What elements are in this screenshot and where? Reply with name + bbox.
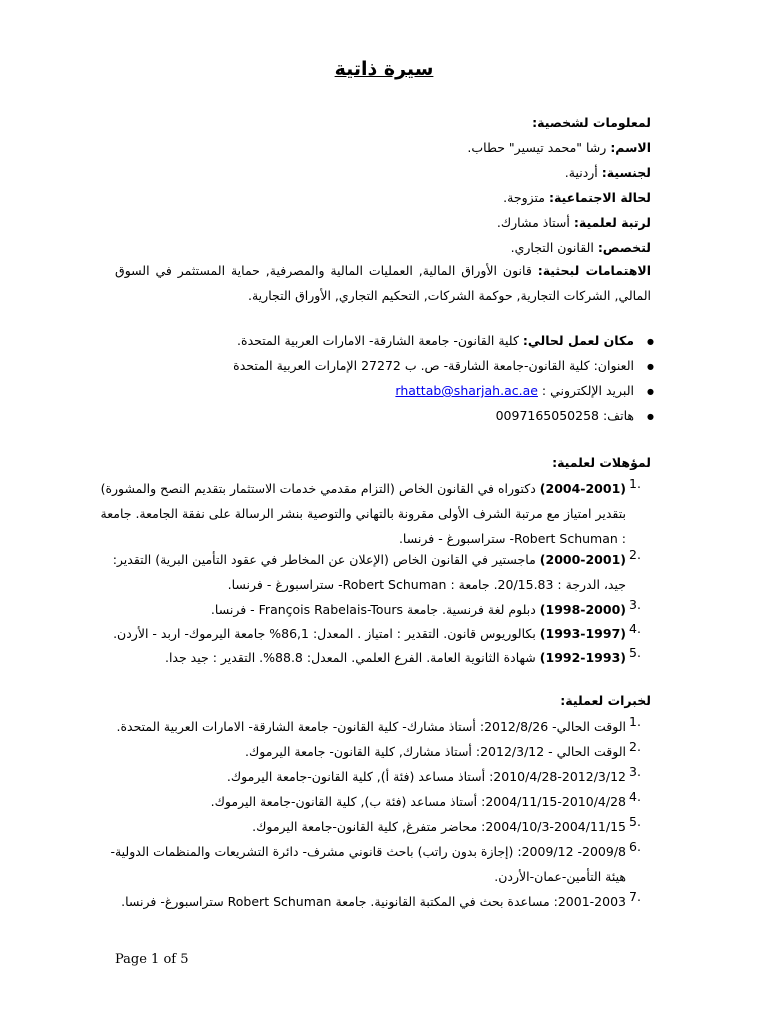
email-row [115, 383, 634, 398]
item-text: 2001-2003: مساعدة بحث في المكتبة القانونية. جامعة Robert Schuman ستراسبورغ- فرنسا. [121, 894, 626, 909]
experience-item [100, 739, 651, 764]
name-label: الاسم: [610, 140, 651, 155]
qualification-item [100, 597, 651, 622]
item-number: 3. [629, 764, 641, 779]
item-number: 3. [629, 597, 641, 612]
email-link[interactable]: rhattab@sharjah.ac.ae [395, 383, 538, 398]
experience-item [100, 789, 651, 814]
qualification-item [100, 547, 651, 597]
workplace-value: كلية القانون- جامعة الشارقة- الامارات العربية المتحدة. [237, 333, 519, 348]
workplace-row [115, 333, 634, 348]
item-years: (1998-2000) [539, 602, 626, 617]
experience-item [100, 714, 651, 739]
phone-value: 0097165050258 [495, 408, 599, 423]
item-years: (2004-2001) [539, 481, 626, 496]
workplace-label: مكان لعمل لحالي: [522, 333, 634, 348]
marital-row [115, 190, 651, 205]
item-years: (1992-1993) [539, 650, 626, 665]
experience-heading: لخبرات لعملية: [560, 693, 651, 708]
item-text: الوقت الحالي- 2012/8/26: أستاذ مشارك- كلية القانون- جامعة الشارقة- الامارات العربية المتحدة. [116, 719, 626, 734]
item-text: 2004/11/15-2010/4/28: أستاذ مساعد (فئة ب), كلية القانون-جامعة اليرموك. [210, 794, 626, 809]
item-number: 2. [629, 547, 641, 562]
rank-value: أستاذ مشارك. [496, 215, 570, 230]
qualification-item [100, 621, 651, 646]
rank-row [115, 215, 651, 230]
item-number: 1. [629, 714, 641, 729]
item-number: 7. [629, 889, 641, 904]
page-title: سيرة ذاتية [334, 58, 434, 80]
item-text: شهادة الثانوية العامة. الفرع العلمي. المعدل: 88.8%. التقدير : جيد جدا. [164, 650, 536, 665]
qualifications-heading: لمؤهلات لعلمية: [552, 455, 651, 470]
item-number: 6. [629, 839, 641, 854]
name-row [115, 140, 651, 155]
interests-value: قانون الأوراق المالية, العمليات المالية والمصرفية, حماية المستثمر في السوق المالي, الشركات التجارية, حوكمة الشركات, التحكيم التجاري, الأوراق التجارية. [115, 263, 651, 303]
name-value: رشا "محمد تيسير" حطاب. [467, 140, 607, 155]
nationality-value: أردنية. [564, 165, 598, 180]
experience-item [100, 764, 651, 789]
item-text: 2009/8- 2009/12: (إجازة بدون راتب) باحث قانوني مشرف- دائرة التشريعات والمنظمات الدولية- هيئة التأمين-عمان-الأردن. [110, 844, 626, 884]
experience-item [100, 839, 651, 889]
item-years: (2000-2001) [539, 552, 626, 567]
item-text: بكالوريوس قانون. التقدير : امتياز . المعدل: 86,1% جامعة اليرموك- اربد - الأردن. [113, 626, 536, 641]
marital-label: لحالة الاجتماعية: [548, 190, 651, 205]
address-row: ● العنوان: كلية القانون-جامعة الشارقة- ص. ب 27272 الإمارات العربية المتحدة [115, 358, 634, 373]
item-number: 2. [629, 739, 641, 754]
item-text: دكتوراه في القانون الخاص (التزام مقدمي خدمات الاستثمار بتقديم النصح والمشورة) بتقدير امتياز مع مرتبة الشرف الأولى مقرونة بالتهاني والتوصية بنشر الرسالة على نفقة الجامعة. جامعة : Robert Schuman- ستراسبورغ - فرنسا. [100, 481, 626, 546]
nationality-label: لجنسية: [601, 165, 651, 180]
specialty-value: القانون التجاري. [510, 240, 594, 255]
phone-row [115, 408, 634, 423]
qualification-item [100, 476, 651, 551]
qualification-item [100, 645, 651, 670]
item-text: 2004/10/3-2004/11/15: محاضر متفرغ, كلية القانون-جامعة اليرموك. [252, 819, 626, 834]
item-number: 1. [629, 476, 641, 491]
item-years: (1993-1997) [539, 626, 626, 641]
item-number: 5. [629, 814, 641, 829]
personal-heading: لمعلومات لشخصية: [532, 115, 651, 130]
experience-item [100, 814, 651, 839]
nationality-row [115, 165, 651, 180]
marital-value: متزوجة. [503, 190, 545, 205]
specialty-row [115, 240, 651, 255]
interests-row [115, 258, 651, 308]
item-number: 5. [629, 645, 641, 660]
specialty-label: لتخصص: [597, 240, 651, 255]
item-text: دبلوم لغة فرنسية. جامعة François Rabelais-Tours - فرنسا. [210, 602, 536, 617]
item-number: 4. [629, 789, 641, 804]
item-text: 2010/4/28-2012/3/12: أستاذ مساعد (فئة أ), كلية القانون-جامعة اليرموك. [226, 769, 626, 784]
email-label: البريد الإلكتروني : [541, 383, 634, 398]
item-text: الوقت الحالي - 2012/3/12: أستاذ مشارك, كلية القانون- جامعة اليرموك. [245, 744, 626, 759]
page-footer: Page 1 of 5 [115, 952, 189, 967]
experience-item [100, 889, 651, 914]
phone-label: هاتف: [602, 408, 634, 423]
item-number: 4. [629, 621, 641, 636]
rank-label: لرتبة لعلمية: [573, 215, 651, 230]
item-text: ماجستير في القانون الخاص (الإعلان عن المخاطر في عقود التأمين البرية) التقدير: جيد، الدرجة : 20/15.83. جامعة : Robert Schuman- ستراسبورغ - فرنسا. [112, 552, 626, 592]
interests-label: الاهتمامات لبحثية: [537, 263, 651, 278]
